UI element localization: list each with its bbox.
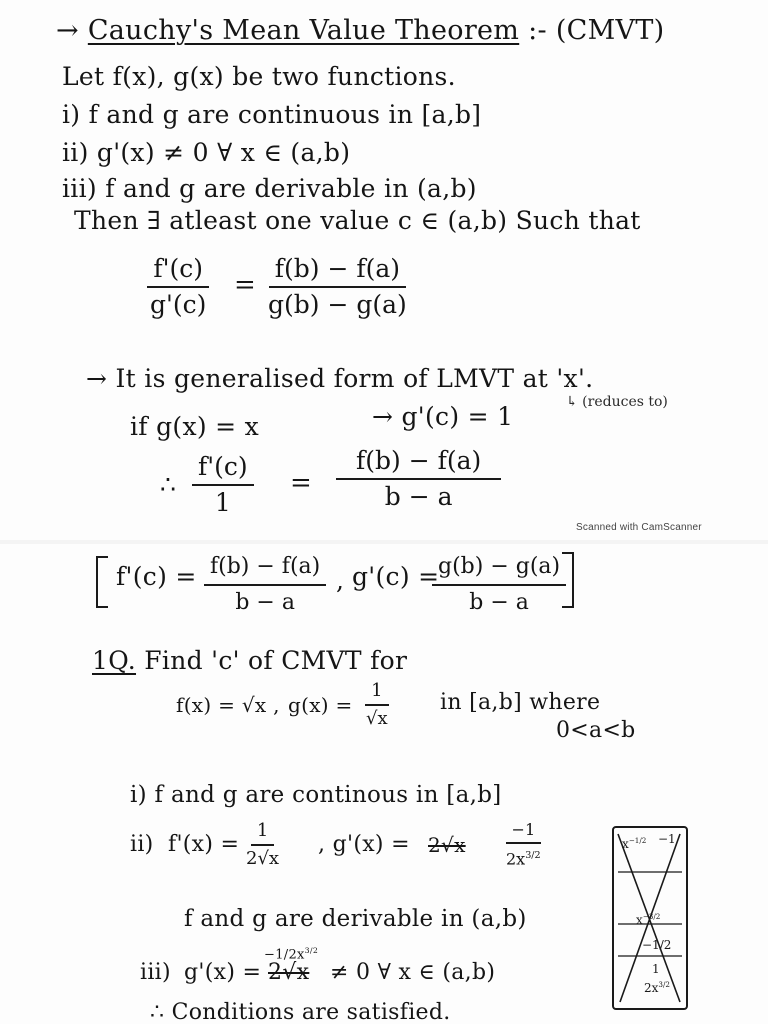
generalised-arrow: → bbox=[86, 364, 108, 393]
condition-text: g'(x) ≠ 0 ∀ x ∈ (a,b) bbox=[96, 138, 351, 167]
lhs-numerator: f'(c) bbox=[147, 254, 209, 288]
solution-step-3-rest: ≠ 0 ∀ x ∈ (a,b) bbox=[330, 960, 496, 985]
problem-condition: 0<a<b bbox=[556, 718, 636, 743]
box-term-2: −1 bbox=[658, 832, 676, 846]
box-term-1-exponent: −1/2 bbox=[628, 836, 647, 845]
box-term-6-exponent: 3/2 bbox=[658, 980, 670, 989]
box-term-6-base: 2x bbox=[644, 981, 659, 995]
g-derivative-denominator-exponent: 3/2 bbox=[525, 850, 541, 861]
lhs-denominator: g'(c) bbox=[150, 290, 207, 319]
page-split-divider bbox=[0, 540, 768, 544]
generalised-lhs-denominator: 1 bbox=[214, 488, 231, 517]
box-term-6 bbox=[644, 978, 670, 995]
bracket-f-denominator: b − a bbox=[235, 590, 295, 615]
solution-f-derivative: f'(x) = bbox=[168, 832, 240, 857]
therefore-symbol: ∴ bbox=[160, 470, 177, 499]
condition-text: f and g are continuous in [a,b] bbox=[88, 100, 482, 129]
problem-g-fraction bbox=[360, 680, 394, 730]
box-term-3-exponent: −3/2 bbox=[642, 912, 661, 921]
title-arrow: → bbox=[56, 15, 79, 46]
page-title bbox=[56, 16, 665, 46]
right-bracket bbox=[562, 552, 574, 608]
bracket-f-fraction bbox=[204, 552, 326, 618]
g-derivative-denominator bbox=[500, 844, 547, 869]
bracket-g-fraction bbox=[432, 552, 566, 618]
camscanner-watermark: Scanned with CamScanner bbox=[576, 522, 702, 533]
problem-statement bbox=[92, 646, 407, 676]
main-formula-equals: = bbox=[234, 270, 256, 300]
problem-g-denominator: √x bbox=[366, 708, 388, 729]
rhs-denominator: g(b) − g(a) bbox=[268, 290, 407, 319]
condition-2 bbox=[62, 138, 350, 168]
if-line: if g(x) = x bbox=[130, 412, 260, 441]
problem-interval: in [a,b] where bbox=[440, 690, 601, 715]
condition-number: i) bbox=[62, 100, 81, 129]
reduces-note: ↳ (reduces to) bbox=[566, 394, 668, 410]
rhs-numerator: f(b) − f(a) bbox=[269, 254, 406, 288]
solution-conclusion: ∴ Conditions are satisfied. bbox=[150, 1000, 451, 1024]
box-term-5: 1 bbox=[652, 962, 660, 976]
generalised-lhs-numerator: f'(c) bbox=[192, 452, 254, 486]
box-term-4: −1/2 bbox=[642, 938, 672, 952]
box-term-3-base: x bbox=[636, 913, 643, 927]
solution-step-1: i) f and g are continous in [a,b] bbox=[130, 782, 502, 808]
solution-g-derivative: , g'(x) = bbox=[318, 832, 410, 857]
f-derivative-denominator: 2√x bbox=[246, 848, 280, 869]
bracket-comma: , bbox=[336, 566, 345, 595]
bracket-g-lhs: g'(c) = bbox=[352, 562, 440, 591]
main-formula-rhs bbox=[262, 254, 413, 320]
solution-g-derivative-fraction bbox=[500, 820, 547, 869]
problem-label: 1Q. bbox=[92, 646, 137, 675]
problem-g-lhs: g(x) = bbox=[288, 693, 353, 717]
problem-f-function: f(x) = √x , bbox=[176, 693, 280, 717]
bracket-f-lhs: f'(c) = bbox=[116, 562, 197, 591]
solution-f-derivative-fraction bbox=[240, 820, 285, 870]
generalised-equals: = bbox=[290, 468, 312, 498]
generalised-text: It is generalised form of LMVT at 'x'. bbox=[115, 364, 594, 393]
side-calculation-box bbox=[612, 826, 688, 1010]
condition-1 bbox=[62, 100, 481, 130]
box-term-1-base: x bbox=[622, 837, 629, 851]
theorem-abbreviation: (CMVT) bbox=[555, 15, 665, 46]
solution-step-2-label: ii) bbox=[130, 832, 154, 857]
solution-step-3-label: iii) bbox=[140, 960, 171, 985]
annotation-base: −1/2x bbox=[264, 947, 305, 963]
box-term-3 bbox=[636, 910, 660, 927]
box-term-1 bbox=[622, 834, 646, 851]
implies-line: → g'(c) = 1 bbox=[372, 402, 514, 431]
struck-term: 2√x bbox=[428, 833, 466, 857]
theorem-name: Cauchy's Mean Value Theorem bbox=[87, 15, 520, 46]
bracket-f-numerator: f(b) − f(a) bbox=[204, 552, 326, 586]
bracket-g-numerator: g(b) − g(a) bbox=[432, 552, 566, 586]
condition-number: iii) bbox=[62, 174, 97, 203]
main-formula-lhs bbox=[144, 254, 212, 320]
condition-3 bbox=[62, 174, 477, 204]
g-derivative-numerator: −1 bbox=[506, 820, 542, 844]
intro-line: Let f(x), g(x) be two functions. bbox=[62, 62, 456, 91]
struck-term-2: 2√x bbox=[268, 960, 310, 985]
f-derivative-numerator: 1 bbox=[251, 820, 274, 846]
generalised-lhs bbox=[192, 452, 254, 518]
generalised-rhs bbox=[336, 446, 501, 512]
problem-text: Find 'c' of CMVT for bbox=[144, 646, 408, 675]
generalised-rhs-denominator: b − a bbox=[384, 482, 453, 511]
then-line: Then ∃ atleast one value c ∈ (a,b) Such that bbox=[74, 206, 641, 235]
condition-number: ii) bbox=[62, 138, 89, 167]
annotation-exponent: 3/2 bbox=[304, 946, 319, 955]
left-bracket bbox=[96, 556, 108, 608]
generalised-line bbox=[86, 364, 593, 394]
g-derivative-denominator-base: 2x bbox=[506, 849, 526, 869]
condition-text: f and g are derivable in (a,b) bbox=[105, 174, 477, 203]
generalised-rhs-numerator: f(b) − f(a) bbox=[336, 446, 501, 480]
problem-g-numerator: 1 bbox=[365, 680, 388, 706]
bracket-g-denominator: b − a bbox=[469, 590, 529, 615]
solution-step-3-text: g'(x) = bbox=[184, 960, 262, 985]
solution-step-derivable: f and g are derivable in (a,b) bbox=[184, 906, 527, 932]
title-separator: :- bbox=[519, 15, 547, 46]
